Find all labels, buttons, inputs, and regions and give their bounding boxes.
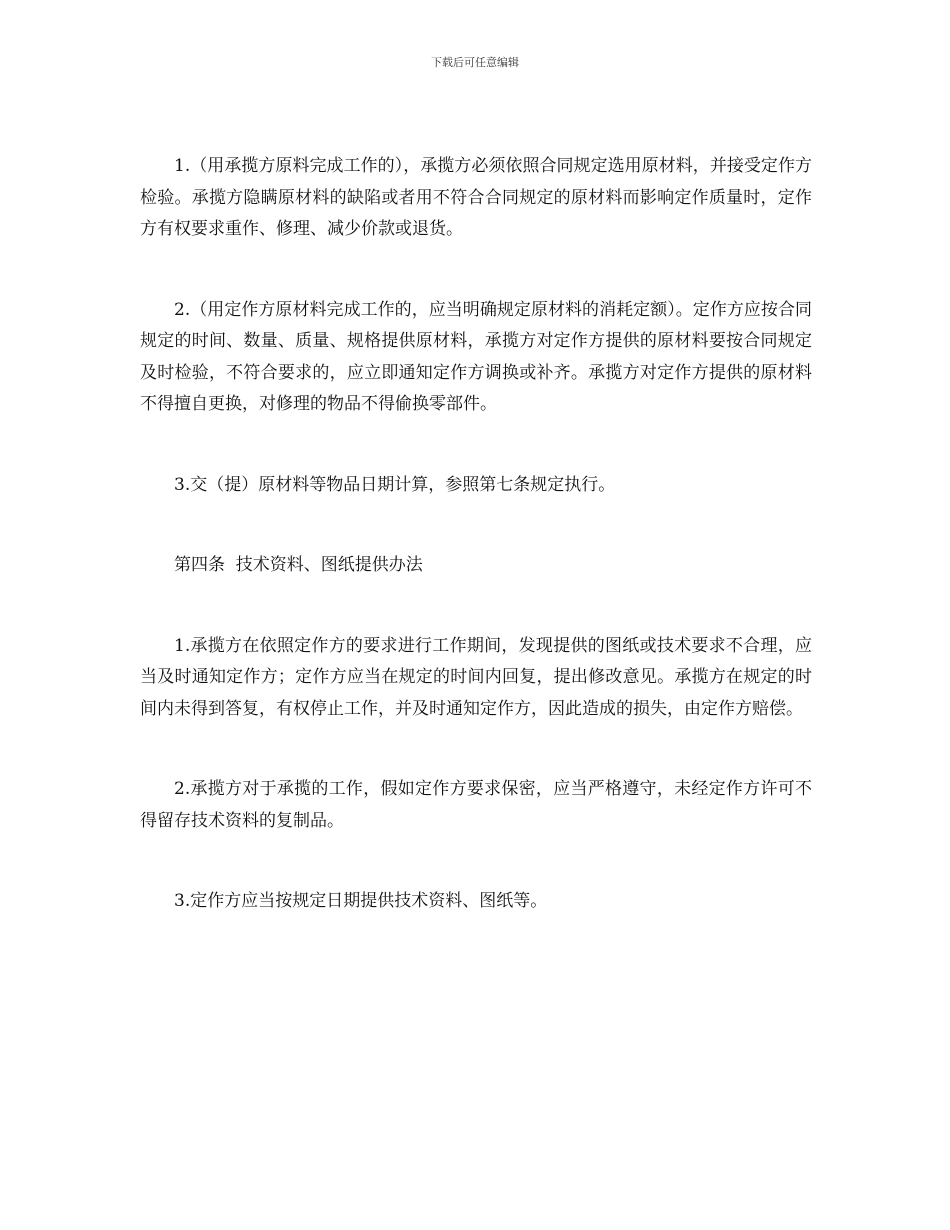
- paragraph-confidentiality: 2.承揽方对于承揽的工作，假如定作方要求保密，应当严格遵守，未经定作方许可不得留存技术资料的复制品。: [140, 779, 812, 831]
- paragraph-material-by-contractor: 1.（用承揽方原料完成工作的），承揽方必须依照合同规定选用原材料，并接受定作方检验。承揽方隐瞒原材料的缺陷或者用不符合合同规定的原材料而影响定作质量时，定作方有权要求重作、修理、减少价款或退货。: [140, 156, 812, 239]
- page-header: 下载后可任意编辑: [431, 56, 519, 69]
- paragraph-drawing-issues: 1.承揽方在依照定作方的要求进行工作期间，发现提供的图纸或技术要求不合理，应当及时通知定作方；定作方应当在规定的时间内回复，提出修改意见。承揽方在规定的时间内未得到答复，有权停止工作，并及时通知定作方，因此造成的损失，由定作方赔偿。: [140, 635, 812, 719]
- document-body: [140, 151, 812, 918]
- paragraph-delivery-date: 3.交（提）原材料等物品日期计算，参照第七条规定执行。: [174, 474, 616, 495]
- paragraph-material-by-orderer: 2.（用定作方原材料完成工作的，应当明确规定原材料的消耗定额）。定作方应按合同规定的时间、数量、质量、规格提供原材料，承揽方对定作方提供的原材料要按合同规定及时检验，不符合要求的，应立即通知定作方调换或补齐。承揽方对定作方提供的原材料不得擅自更换，对修理的物品不得偷换零部件。: [140, 299, 812, 414]
- section-heading-article-4: 第四条 技术资料、图纸提供办法: [174, 555, 423, 575]
- paragraph-document-provision: 3.定作方应当按规定日期提供技术资料、图纸等。: [174, 891, 548, 911]
